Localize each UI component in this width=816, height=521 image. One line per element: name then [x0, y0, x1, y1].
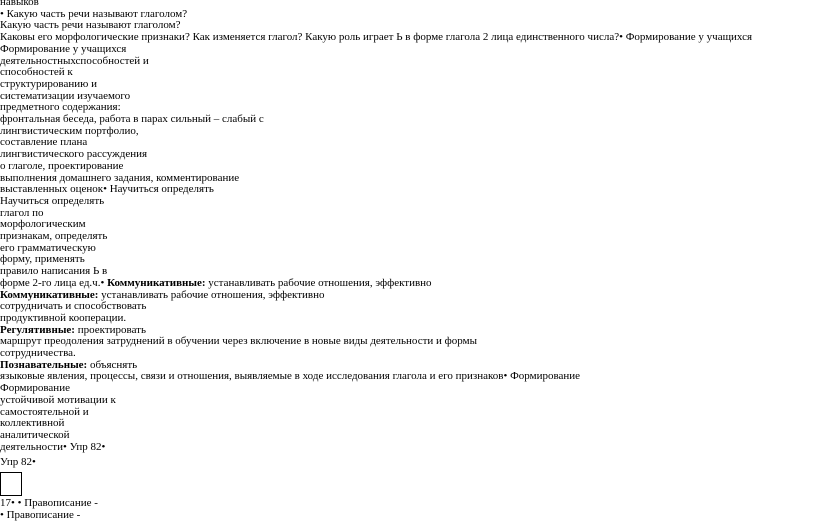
- text-line: [0, 277, 432, 289]
- text-line: составление плана: [0, 136, 88, 149]
- bold-label: Познавательные:: [0, 358, 88, 371]
- text-line: систематизации изучаемого: [0, 89, 131, 102]
- text-line: правило написания Ь в: [0, 265, 108, 278]
- text-line: форму, применять: [0, 253, 85, 266]
- text-line: выставленных оценок• Научиться определять: [0, 183, 214, 196]
- text-fragment: устанавливать рабочие отношения, эффективно: [205, 276, 432, 289]
- text-line: Научиться определять: [0, 194, 105, 207]
- text-line: выполнения домашнего задания, комментирование: [0, 171, 240, 184]
- bold-label: Коммуникативные:: [0, 288, 99, 301]
- text-line: продуктивной кооперации.: [0, 311, 127, 324]
- text-line: самостоятельной и: [0, 405, 89, 418]
- text-line: признакам, определять: [0, 230, 108, 242]
- text-line: Каковы его морфологические признаки? Как изменяется глагол? Какую роль играет Ь в форме глагола 2 лица единственного числа?• Формирование у учащихся: [0, 31, 753, 44]
- text-line: способностей к: [0, 66, 73, 79]
- text-fragment: проектировать: [74, 323, 146, 336]
- text-line: [0, 324, 146, 336]
- bottom-line-1: 17• • Правописание -: [0, 497, 98, 509]
- text-line: деятельностныхспособностей и: [0, 54, 149, 67]
- exercise-label: Упр 82•: [0, 456, 36, 468]
- text-line: глагол по: [0, 206, 44, 219]
- text-line: его грамматическую: [0, 241, 96, 254]
- text-line: деятельности• Упр 82•: [0, 440, 106, 453]
- text-line: [0, 359, 137, 371]
- text-line: навыков: [0, 0, 39, 8]
- text-line: лингвистическим портфолио,: [0, 124, 139, 137]
- text-line: Формирование: [0, 382, 70, 395]
- text-line: устойчивой мотивации к: [0, 393, 116, 406]
- text-line: Какую часть речи называют глаголом?: [0, 19, 181, 32]
- text-line: морфологическим: [0, 218, 86, 231]
- text-line: [0, 289, 324, 301]
- text-line: фронтальная беседа, работа в парах сильный – слабый с: [0, 113, 264, 125]
- text-fragment: объяснять: [87, 358, 138, 371]
- text-line: аналитической: [0, 428, 70, 441]
- text-fragment: устанавливать рабочие отношения, эффективно: [98, 288, 325, 301]
- text-line: сотрудничать и способствовать: [0, 300, 147, 313]
- text-line: маршрут преодоления затруднений в обучении через включение в новые виды деятельности и формы: [0, 335, 477, 348]
- text-line: предметного содержания:: [0, 101, 121, 114]
- bold-label: Регулятивные:: [0, 323, 75, 336]
- text-line: о глаголе, проектирование: [0, 159, 124, 172]
- text-line: лингвистического рассуждения: [0, 148, 148, 161]
- text-fragment: форме 2-го лица ед.ч.•: [0, 276, 108, 289]
- text-line: Формирование у учащихся: [0, 42, 127, 55]
- bold-label: Коммуникативные:: [107, 276, 206, 289]
- text-line: структурированию и: [0, 77, 97, 90]
- text-line: • Какую часть речи называют глаголом?: [0, 7, 188, 20]
- text-line: языковые явления, процессы, связи и отношения, выявляемые в ходе исследования глагола и его признаков• Формирование: [0, 370, 581, 383]
- text-line: сотрудничества.: [0, 347, 76, 359]
- empty-table-cell: [0, 472, 22, 496]
- text-line: коллективной: [0, 417, 65, 430]
- bottom-line-2: • Правописание -: [0, 509, 81, 521]
